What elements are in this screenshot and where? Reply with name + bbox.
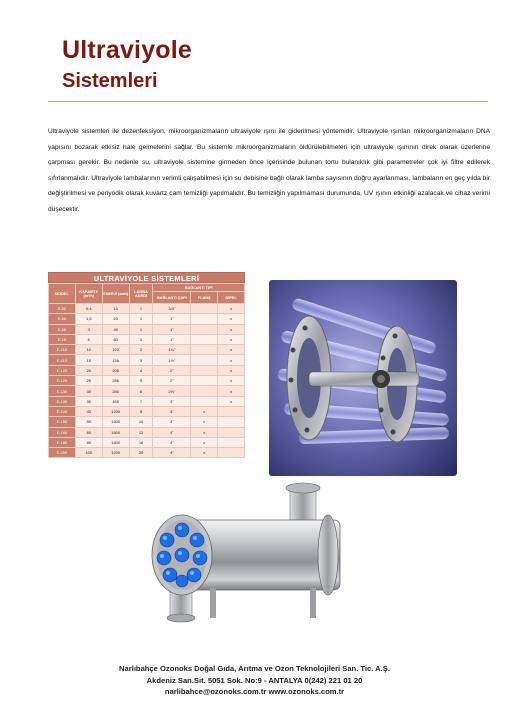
capacity-cell: 40 xyxy=(75,406,102,416)
capacity-cell: 100 xyxy=(75,448,102,458)
flange-cell xyxy=(191,396,218,406)
model-cell: E-135 xyxy=(49,396,76,406)
lamp-count-cell: 1 xyxy=(129,304,153,314)
th-nipel: NİPEL xyxy=(218,292,245,304)
th-baglanti-tipi: BAĞLANTI TİPİ xyxy=(153,284,245,292)
model-cell: E-02 xyxy=(49,304,76,314)
capacity-cell: 3 xyxy=(75,324,102,334)
nipple-cell: x xyxy=(218,314,245,324)
connection-size-cell: 1½" xyxy=(153,355,191,365)
capacity-cell: 80 xyxy=(75,437,102,447)
footer-contact: narlibahce@ozonoks.com.tr www.ozonoks.com.tr xyxy=(164,687,345,696)
model-cell: E-120 xyxy=(49,365,76,375)
table-row xyxy=(49,417,245,427)
table-row xyxy=(49,437,245,447)
spec-table xyxy=(48,283,245,458)
table-row xyxy=(49,427,245,437)
flange-cell xyxy=(191,314,218,324)
table-row xyxy=(49,324,245,334)
table-row xyxy=(49,365,245,375)
table-row xyxy=(49,304,245,314)
energy-cell: 14 xyxy=(102,304,129,314)
capacity-cell: 50 xyxy=(75,417,102,427)
model-cell: E-08 xyxy=(49,324,76,334)
model-cell: E-125 xyxy=(49,376,76,386)
table-row xyxy=(49,406,245,416)
model-cell: E-115 xyxy=(49,355,76,365)
lamp-count-cell: 10 xyxy=(129,417,153,427)
connection-size-cell: 3" xyxy=(153,406,191,416)
lamp-count-cell: 1 xyxy=(129,324,153,334)
model-cell: E-140 xyxy=(49,406,76,416)
model-cell: E-110 xyxy=(49,345,76,355)
capacity-cell: 6 xyxy=(75,334,102,344)
th-flans: FLANŞ xyxy=(191,292,218,304)
nipple-cell xyxy=(218,427,245,437)
footer-address: Akdeniz San.Sit. 5051 Sok. No:9 - ANTALYA 0(242) 221 01 20 xyxy=(146,676,363,685)
connection-size-cell: 1¼" xyxy=(153,345,191,355)
flange-cell xyxy=(191,376,218,386)
connection-size-cell: 3/4" xyxy=(153,304,191,314)
model-cell: E-06 xyxy=(49,314,76,324)
nipple-cell xyxy=(218,417,245,427)
title-divider xyxy=(48,101,488,102)
nipple-cell xyxy=(218,406,245,416)
capacity-cell: 35 xyxy=(75,396,102,406)
capacity-cell: 25 xyxy=(75,376,102,386)
capacity-cell: 30 xyxy=(75,386,102,396)
connection-size-cell: 2" xyxy=(153,376,191,386)
energy-cell: 1800 xyxy=(102,427,129,437)
lamp-count-cell: 12 xyxy=(129,427,153,437)
uv-systems-table xyxy=(48,272,245,458)
th-lamba: LAMBA ADEDİ xyxy=(129,284,153,304)
nipple-cell: x xyxy=(218,324,245,334)
flange-cell: x xyxy=(191,448,218,458)
lamp-count-cell: 1 xyxy=(129,334,153,344)
body-paragraph: Ultraviyole sistemleri ile dezenfeksiyon, mikroorganizmaların ultraviyole ışını ile giderilmesi yöntemidir. Ultraviyole ışınları mikroorganizmaların DNA yapısını bozarak etkisiz hale gelmelerini sağlar. Bu sistemle mikroorganizmaların öldürülebilmeleri için ultraviyole ışınının direk olarak üzerlerine çarpması gerekir. Bu nedenle su, ultraviyole sistemine girmeden önce içerisinde bulunan tortu bulanıklık gibi parametreler çok iyi filtre edilerek sıfırlanmalıdır. Ultraviyole lambalarının verimli çalışabilmesi için su debisine bağlı olarak lamba sayısının doğru ayarlanması, lambaların en geç yılda bir değiştirilmesi ve periyodik olarak kuvartz cam temizliği yapılmalıdır. Bu temizliğin yapılmaması durumunda, UV ışının etkinliği azalacak ve cihaz verimi düşecektir. xyxy=(48,128,490,213)
flange-cell xyxy=(191,324,218,334)
connection-size-cell: 2" xyxy=(153,365,191,375)
footer-company: Narlıbahçe Ozonoks Doğal Gıda, Arıtma ve Ozon Teknolojileri San. Tic. A.Ş. xyxy=(119,664,390,673)
energy-cell: 455 xyxy=(102,396,129,406)
energy-cell: 1500 xyxy=(102,417,129,427)
nipple-cell: x xyxy=(218,365,245,375)
table-row xyxy=(49,376,245,386)
energy-cell: 208 xyxy=(102,365,129,375)
capacity-cell: 15 xyxy=(75,355,102,365)
lamp-count-cell: 1 xyxy=(129,314,153,324)
lamp-count-cell: 6 xyxy=(129,386,153,396)
nipple-cell: x xyxy=(218,355,245,365)
model-cell: E-200 xyxy=(49,448,76,458)
flange-cell xyxy=(191,334,218,344)
lamp-count-cell: 4 xyxy=(129,365,153,375)
connection-size-cell: 3" xyxy=(153,417,191,427)
model-cell: E-180 xyxy=(49,437,76,447)
table-row xyxy=(49,355,245,365)
flange-cell: x xyxy=(191,406,218,416)
capacity-cell: 60 xyxy=(75,427,102,437)
flange-cell: x xyxy=(191,437,218,447)
nipple-cell xyxy=(218,448,245,458)
model-cell: E-10 xyxy=(49,334,76,344)
uv-lamp-array-photo xyxy=(269,280,457,476)
table-row xyxy=(49,396,245,406)
capacity-cell: 0,4 xyxy=(75,304,102,314)
table-title: ULTRAVİYOLE SİSTEMLERİ xyxy=(48,272,245,283)
table-row xyxy=(49,314,245,324)
connection-size-cell: 1" xyxy=(153,334,191,344)
lamp-count-cell: 16 xyxy=(129,437,153,447)
model-cell: E-130 xyxy=(49,386,76,396)
th-kapasite: KAPASİTE (m³/h) xyxy=(75,284,102,304)
flange-cell xyxy=(191,365,218,375)
flange-cell xyxy=(191,386,218,396)
nipple-cell: x xyxy=(218,386,245,396)
flange-cell xyxy=(191,355,218,365)
nipple-cell: x xyxy=(218,345,245,355)
nipple-cell: x xyxy=(218,376,245,386)
capacity-cell: 10 xyxy=(75,345,102,355)
table-row xyxy=(49,345,245,355)
connection-size-cell: 1" xyxy=(153,324,191,334)
nipple-cell: x xyxy=(218,304,245,314)
capacity-cell: 20 xyxy=(75,365,102,375)
energy-cell: 23 xyxy=(102,314,129,324)
uv-reactor-photo xyxy=(140,480,365,630)
lamp-count-cell: 2 xyxy=(129,345,153,355)
th-model: MODEL xyxy=(49,284,76,304)
th-baglanti-capi: BAĞLANTI ÇAPI xyxy=(153,292,191,304)
connection-size-cell: 4" xyxy=(153,448,191,458)
energy-cell: 45 xyxy=(102,324,129,334)
lamp-count-cell: 5 xyxy=(129,376,153,386)
flange-cell: x xyxy=(191,427,218,437)
nipple-cell: x xyxy=(218,334,245,344)
flange-cell: x xyxy=(191,417,218,427)
lamp-count-cell: 8 xyxy=(129,406,153,416)
lamp-count-cell: 3 xyxy=(129,355,153,365)
nipple-cell xyxy=(218,437,245,447)
flange-cell xyxy=(191,304,218,314)
capacity-cell: 1,5 xyxy=(75,314,102,324)
connection-size-cell: 2½" xyxy=(153,386,191,396)
flange-cell xyxy=(191,345,218,355)
connection-size-cell: 3" xyxy=(153,396,191,406)
th-enerji: ENERJİ (watt) xyxy=(102,284,129,304)
energy-cell: 1800 xyxy=(102,437,129,447)
energy-cell: 1200 xyxy=(102,448,129,458)
energy-cell: 1200 xyxy=(102,406,129,416)
energy-cell: 280 xyxy=(102,386,129,396)
table-row xyxy=(49,386,245,396)
connection-size-cell: 4" xyxy=(153,437,191,447)
page-subtitle: Sistemleri xyxy=(62,70,158,92)
energy-cell: 80 xyxy=(102,334,129,344)
table-row xyxy=(49,448,245,458)
energy-cell: 156 xyxy=(102,355,129,365)
connection-size-cell: 1" xyxy=(153,314,191,324)
table-row xyxy=(49,334,245,344)
model-cell: E-160 xyxy=(49,427,76,437)
lamp-count-cell: 20 xyxy=(129,448,153,458)
energy-cell: 256 xyxy=(102,376,129,386)
page-title: Ultraviyole xyxy=(62,36,193,64)
lamp-count-cell: 7 xyxy=(129,396,153,406)
nipple-cell: x xyxy=(218,396,245,406)
connection-size-cell: 4" xyxy=(153,427,191,437)
energy-cell: 120 xyxy=(102,345,129,355)
model-cell: E-150 xyxy=(49,417,76,427)
